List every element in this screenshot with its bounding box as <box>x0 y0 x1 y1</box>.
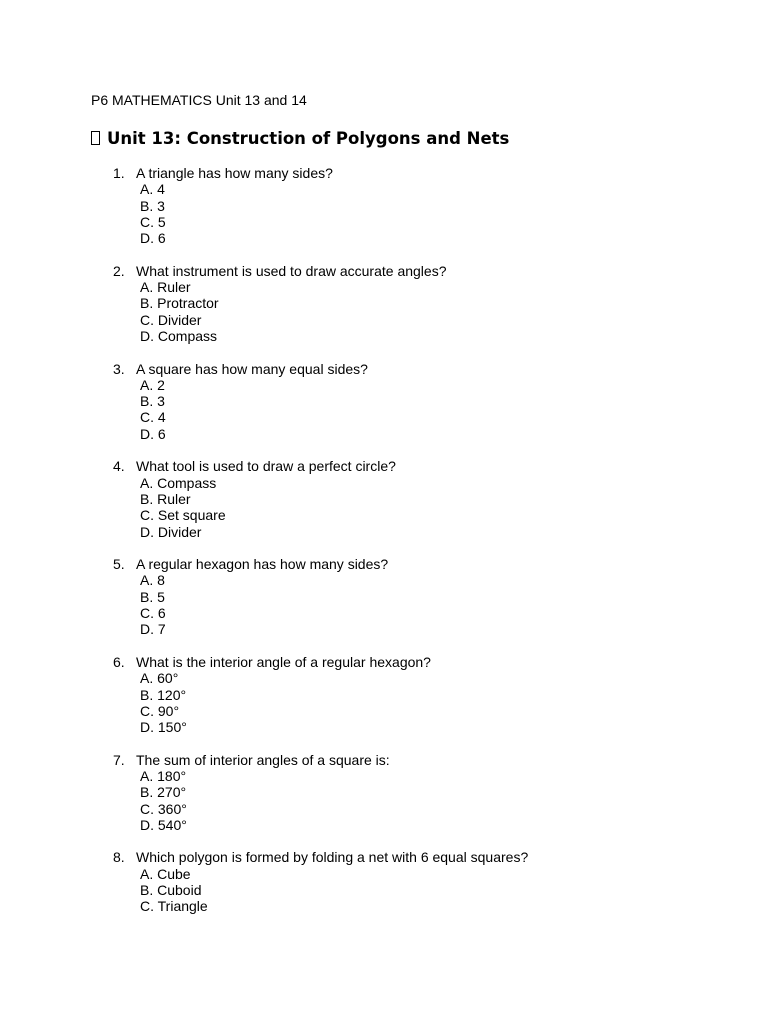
answer-option: D. 6 <box>140 425 166 442</box>
answer-option: C. Set square <box>140 507 226 524</box>
answer-options <box>91 866 731 915</box>
answer-option: B. 120° <box>140 686 187 703</box>
question-item <box>91 263 731 344</box>
answer-option: A. 8 <box>140 572 165 589</box>
question-text: A regular hexagon has how many sides? <box>136 556 389 573</box>
question-item <box>91 556 731 637</box>
answer-option: B. Cuboid <box>140 882 202 899</box>
question-text: What is the interior angle of a regular hexagon? <box>136 653 431 670</box>
answer-option: B. Protractor <box>140 295 219 312</box>
question-item <box>91 165 731 246</box>
answer-option: D. 6 <box>140 230 166 247</box>
missing-glyph-icon <box>91 131 100 145</box>
question-text: The sum of interior angles of a square is: <box>136 751 390 768</box>
question-text: Which polygon is formed by folding a net with 6 equal squares? <box>136 849 529 866</box>
question-text: A square has how many equal sides? <box>136 360 368 377</box>
answer-option: D. 7 <box>140 621 166 638</box>
question-list <box>91 165 731 931</box>
question-number: 3. <box>113 360 125 377</box>
question-item <box>91 849 731 914</box>
answer-option: A. 60° <box>140 670 179 687</box>
question-item <box>91 752 731 833</box>
answer-option: C. 360° <box>140 800 187 817</box>
answer-options <box>91 768 731 833</box>
answer-options <box>91 572 731 637</box>
answer-option: C. 6 <box>140 605 166 622</box>
unit-heading <box>91 129 509 149</box>
answer-option: C. 5 <box>140 213 166 230</box>
answer-option: A. Cube <box>140 865 191 882</box>
answer-option: A. 180° <box>140 767 187 784</box>
answer-options <box>91 279 731 344</box>
answer-option: A. Ruler <box>140 279 191 296</box>
question-item <box>91 654 731 735</box>
question-text: What instrument is used to draw accurate angles? <box>136 262 447 279</box>
document-header: P6 MATHEMATICS Unit 13 and 14 <box>91 92 307 108</box>
question-number: 8. <box>113 849 125 866</box>
answer-option: B. 3 <box>140 197 165 214</box>
question-item <box>91 458 731 539</box>
question-number: 5. <box>113 556 125 573</box>
answer-option: D. Compass <box>140 327 218 344</box>
answer-option: C. Triangle <box>140 898 208 915</box>
answer-option: B. 3 <box>140 393 165 410</box>
question-number: 2. <box>113 262 125 279</box>
answer-option: C. Divider <box>140 311 202 328</box>
answer-option: C. 4 <box>140 409 166 426</box>
question-number: 6. <box>113 653 125 670</box>
question-item <box>91 361 731 442</box>
answer-option: D. Divider <box>140 523 202 540</box>
answer-option: D. 150° <box>140 719 187 736</box>
answer-option: C. 90° <box>140 702 180 719</box>
answer-options <box>91 670 731 735</box>
answer-option: B. 5 <box>140 588 165 605</box>
answer-option: D. 540° <box>140 816 187 833</box>
answer-options <box>91 181 731 246</box>
answer-option: A. 2 <box>140 376 165 393</box>
unit-heading-text: Unit 13: Construction of Polygons and Nets <box>107 129 510 148</box>
answer-option: B. 270° <box>140 784 187 801</box>
answer-options <box>91 377 731 442</box>
question-number: 4. <box>113 458 125 475</box>
answer-option: A. 4 <box>140 181 165 198</box>
question-text: What tool is used to draw a perfect circle? <box>136 458 396 475</box>
question-number: 7. <box>113 751 125 768</box>
answer-options <box>91 475 731 540</box>
question-number: 1. <box>113 165 125 181</box>
answer-option: A. Compass <box>140 474 217 491</box>
question-text: A triangle has how many sides? <box>136 165 333 181</box>
answer-option: B. Ruler <box>140 490 191 507</box>
